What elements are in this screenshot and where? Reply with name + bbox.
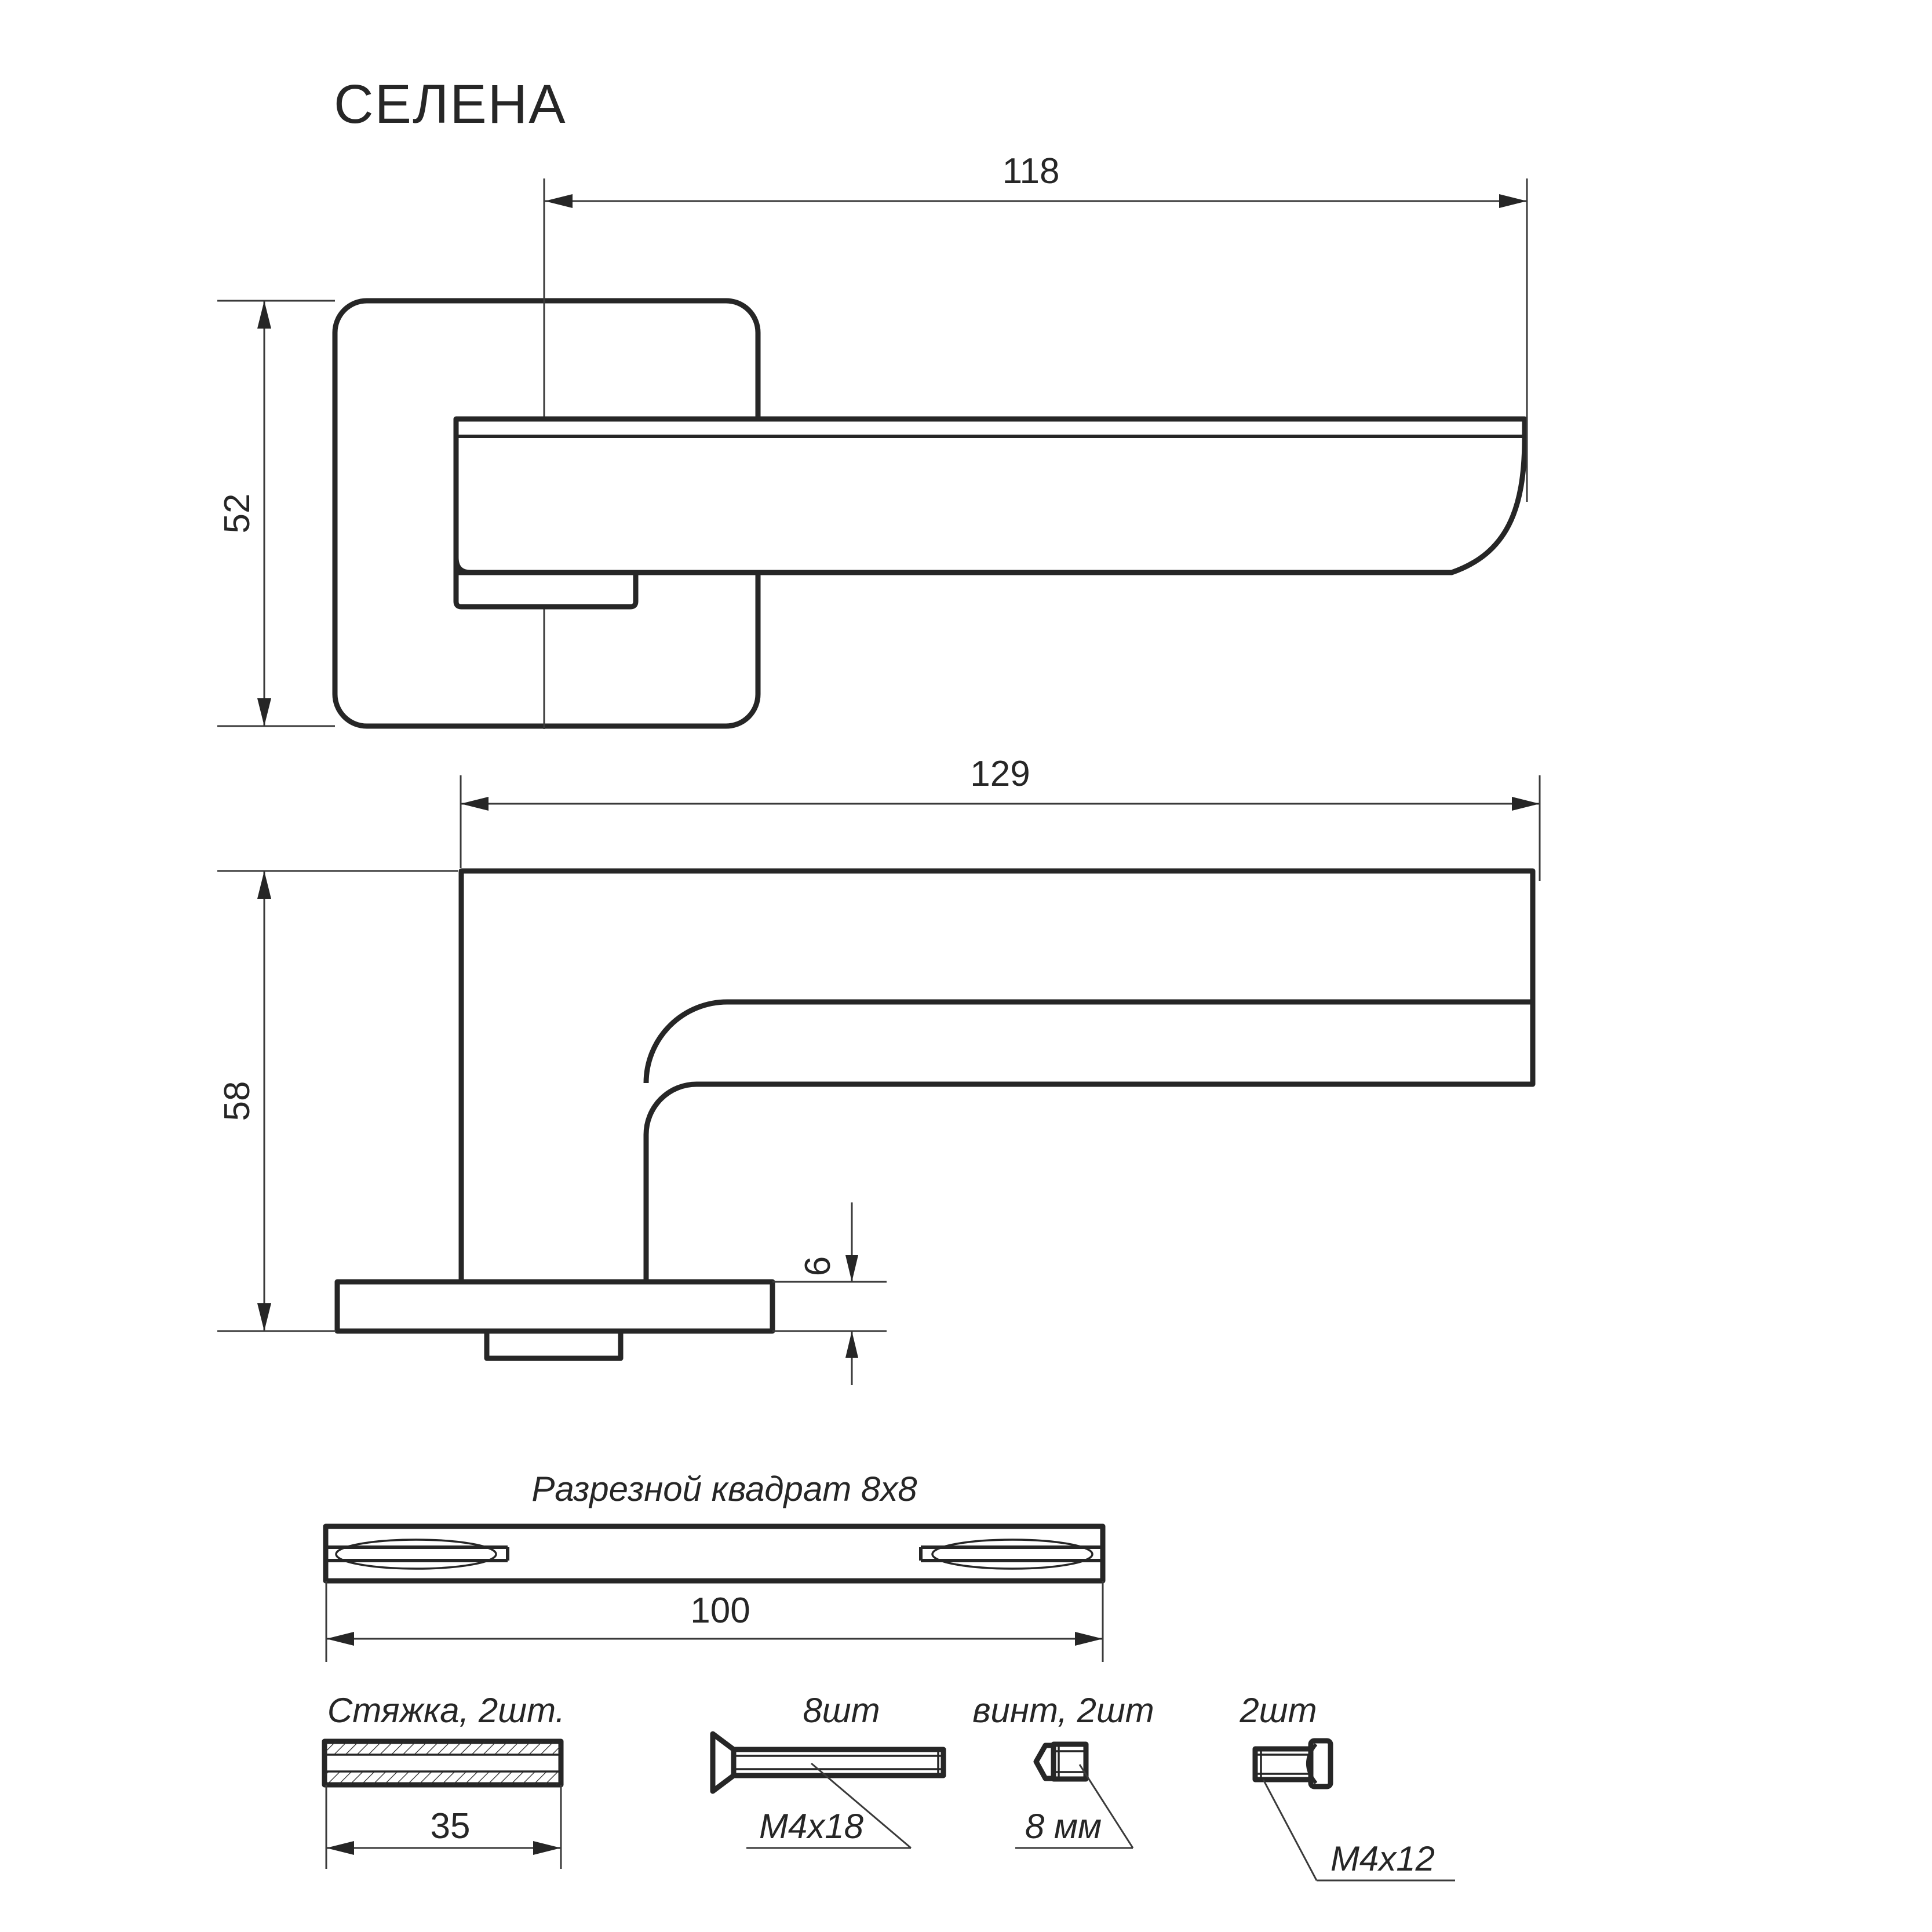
setscrew-count-label: винт, 2шт xyxy=(972,1691,1154,1730)
dim-58-label: 58 xyxy=(217,1081,257,1121)
product-title: СЕЛЕНА xyxy=(334,74,567,135)
dim-35-label: 35 xyxy=(430,1806,471,1846)
dim-52-label: 52 xyxy=(217,493,257,534)
dim-129-label: 129 xyxy=(970,754,1030,794)
screw-spec-label: М4х18 xyxy=(759,1807,864,1846)
screw-count-label: 8шт xyxy=(803,1691,880,1730)
handle-lever-outline xyxy=(456,419,1525,573)
bolt-count-label: 2шт xyxy=(1240,1691,1317,1730)
bolt-spec-label: М4х12 xyxy=(1330,1839,1435,1878)
handle-latch-tab xyxy=(456,573,636,607)
bolt-body xyxy=(1255,1749,1311,1780)
setscrew-spec-label: 8 мм xyxy=(1025,1807,1102,1846)
dim-100-label: 100 xyxy=(690,1591,750,1631)
dim-6-label: 6 xyxy=(798,1256,838,1277)
screw-body xyxy=(734,1749,943,1776)
dim-118-label: 118 xyxy=(1002,151,1060,191)
sleeve-label: Стяжка, 2шт. xyxy=(327,1691,566,1730)
side-spindle-hub xyxy=(487,1331,621,1358)
sleeve-hatch-bottom xyxy=(325,1771,561,1785)
spindle-label: Разрезной квадрат 8х8 xyxy=(531,1470,917,1508)
side-rosette-plate xyxy=(337,1282,772,1331)
sleeve-hatch-top xyxy=(325,1741,561,1755)
spindle-bar xyxy=(326,1526,1103,1581)
